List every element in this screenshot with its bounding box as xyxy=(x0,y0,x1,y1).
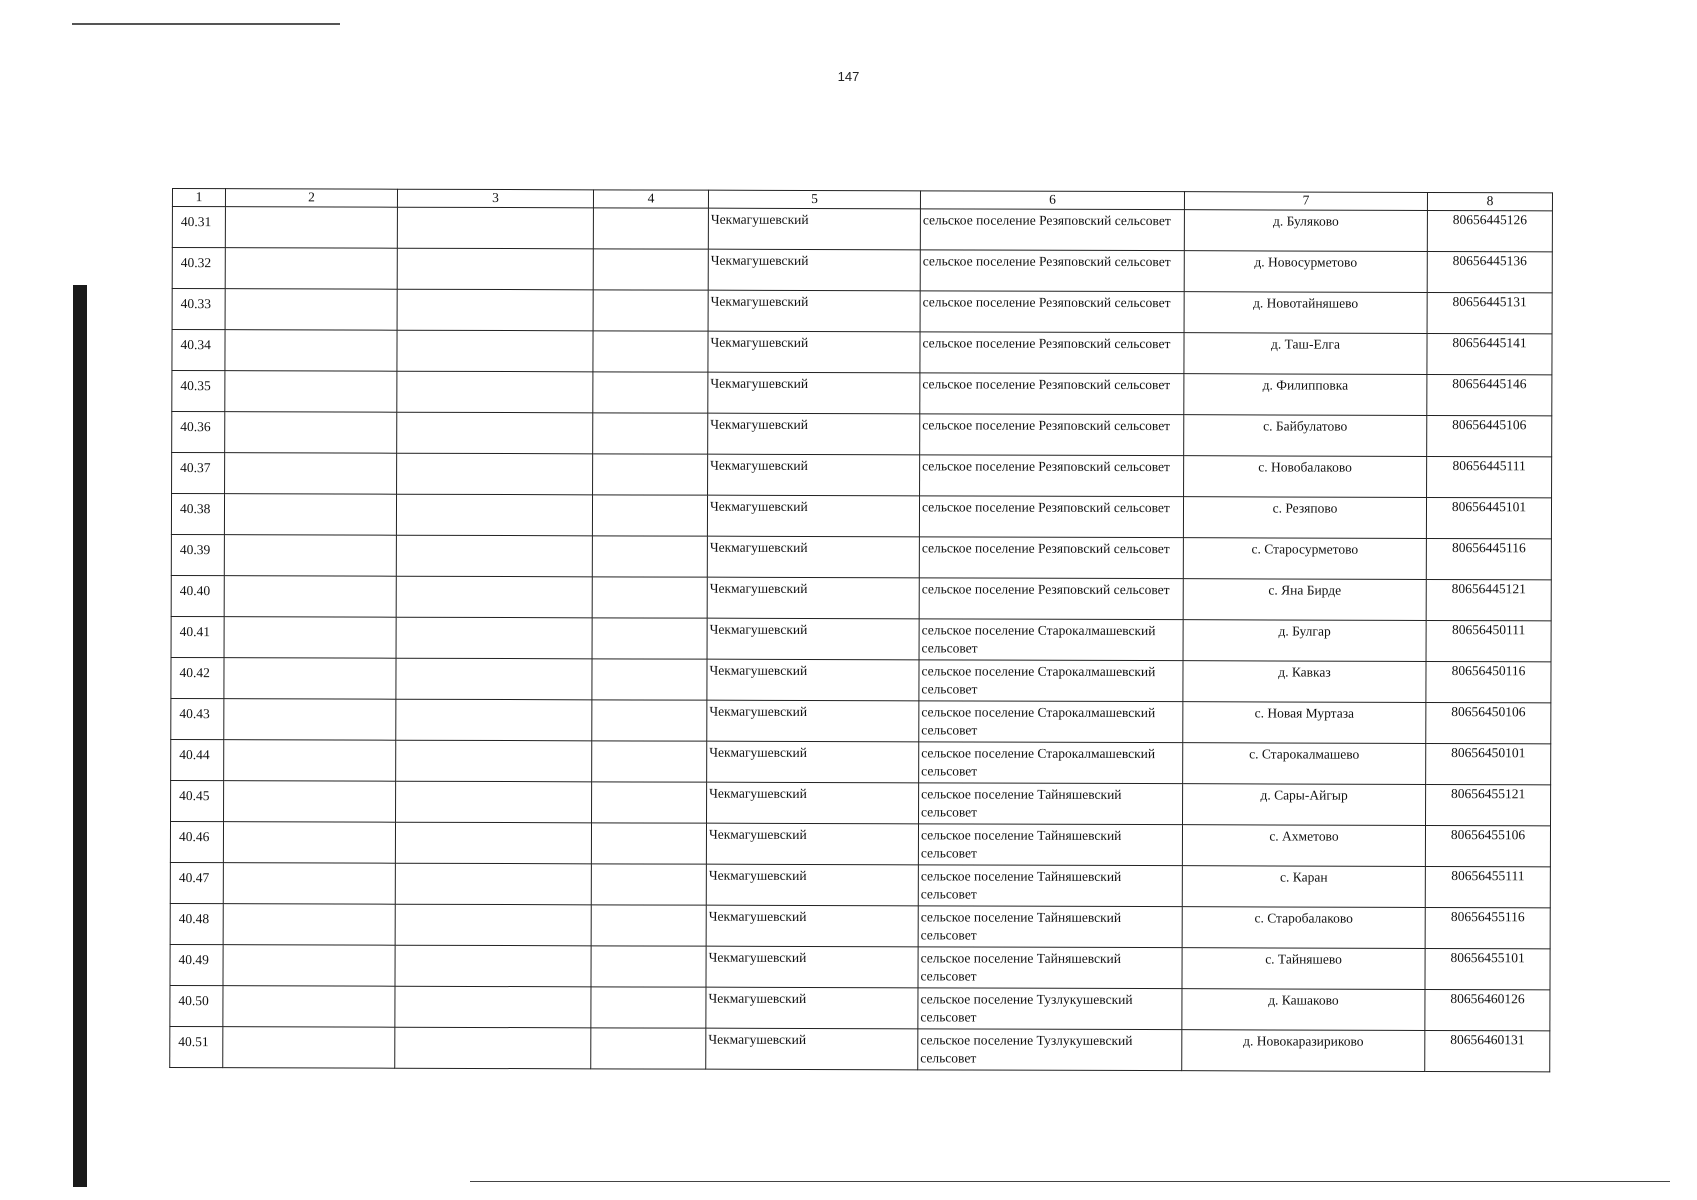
cell-col-3 xyxy=(396,781,592,823)
cell-col-2 xyxy=(223,986,395,1028)
cell-col-2 xyxy=(225,248,397,290)
settlement-cell: сельское поселение Тайняшевский сельсовет xyxy=(918,906,1182,948)
row-number: 40.31 xyxy=(172,207,225,248)
cell-col-4 xyxy=(593,413,708,454)
cell-col-4 xyxy=(592,782,707,823)
table-row xyxy=(172,248,1552,293)
cell-col-4 xyxy=(592,659,707,700)
row-number: 40.35 xyxy=(172,371,225,412)
cell-col-4 xyxy=(591,905,706,946)
locality-cell: с. Каран xyxy=(1182,866,1425,908)
cell-col-3 xyxy=(396,658,592,700)
locality-cell: д. Филипповка xyxy=(1184,374,1427,416)
cell-col-3 xyxy=(396,617,592,659)
district-cell: Чекмагушевский xyxy=(707,782,919,824)
cell-col-4 xyxy=(591,864,706,905)
settlement-cell: сельское поселение Старокалмашевский сельсовет xyxy=(919,701,1183,743)
cell-col-4 xyxy=(591,823,706,864)
district-cell: Чекмагушевский xyxy=(707,495,919,537)
settlement-cell: сельское поселение Резяповский сельсовет xyxy=(919,496,1183,538)
cell-col-2 xyxy=(225,289,397,331)
row-number: 40.45 xyxy=(171,780,224,821)
row-number: 40.38 xyxy=(171,494,224,535)
column-header: 1 xyxy=(172,189,225,207)
settlement-cell: сельское поселение Резяповский сельсовет xyxy=(920,455,1184,497)
district-cell: Чекмагушевский xyxy=(708,372,920,414)
row-number: 40.34 xyxy=(172,330,225,371)
settlement-cell: сельское поселение Тайняшевский сельсовет xyxy=(918,947,1182,989)
locality-cell: д. Сары-Айгыр xyxy=(1183,784,1426,826)
oktmo-code-cell: 80656445121 xyxy=(1426,579,1551,620)
cell-col-2 xyxy=(225,412,397,454)
column-header: 6 xyxy=(920,191,1184,210)
locality-cell: д. Кавказ xyxy=(1183,661,1426,703)
settlement-cell: сельское поселение Резяповский сельсовет xyxy=(920,332,1184,374)
table-row xyxy=(171,657,1551,702)
scan-edge-bar xyxy=(73,285,87,1187)
locality-cell: с. Старобалаково xyxy=(1182,907,1425,949)
row-number: 40.39 xyxy=(171,534,224,575)
table-row xyxy=(171,575,1551,620)
locality-cell: д. Булгар xyxy=(1183,620,1426,662)
row-number: 40.43 xyxy=(171,698,224,739)
column-header: 7 xyxy=(1184,192,1427,211)
settlement-cell: сельское поселение Резяповский сельсовет xyxy=(919,537,1183,579)
settlement-cell: сельское поселение Тузлукушевский сельсовет xyxy=(918,988,1182,1030)
district-cell: Чекмагушевский xyxy=(706,823,918,865)
cell-col-3 xyxy=(396,576,592,618)
district-cell: Чекмагушевский xyxy=(708,290,920,332)
cell-col-4 xyxy=(593,208,708,249)
settlement-cell: сельское поселение Тайняшевский сельсовет xyxy=(918,865,1182,907)
row-number: 40.44 xyxy=(171,739,224,780)
cell-col-2 xyxy=(223,863,395,905)
locality-cell: д. Кашаково xyxy=(1182,989,1425,1031)
locality-cell: с. Яна Бирде xyxy=(1183,579,1426,621)
column-header: 3 xyxy=(397,189,593,208)
district-cell: Чекмагушевский xyxy=(708,208,920,250)
locality-cell: д. Новотайняшево xyxy=(1184,292,1427,334)
locality-cell: д. Новокаразириково xyxy=(1182,1030,1425,1072)
cell-col-2 xyxy=(223,822,395,864)
settlement-cell: сельское поселение Тайняшевский сельсовет xyxy=(918,824,1182,866)
cell-col-2 xyxy=(224,699,396,741)
oktmo-code-cell: 80656455116 xyxy=(1425,907,1550,948)
district-cell: Чекмагушевский xyxy=(707,536,919,578)
table-row xyxy=(172,453,1552,498)
cell-col-3 xyxy=(397,207,593,249)
cell-col-4 xyxy=(592,618,707,659)
cell-col-3 xyxy=(397,453,593,495)
table-row xyxy=(171,739,1551,784)
cell-col-4 xyxy=(593,372,708,413)
oktmo-code-cell: 80656455121 xyxy=(1426,784,1551,825)
cell-col-4 xyxy=(592,495,707,536)
oktmo-code-cell: 80656445126 xyxy=(1427,210,1552,251)
locality-cell: д. Новосурметово xyxy=(1184,251,1427,293)
cell-col-4 xyxy=(591,1028,706,1069)
district-cell: Чекмагушевский xyxy=(707,659,919,701)
district-cell: Чекмагушевский xyxy=(708,413,920,455)
settlement-cell: сельское поселение Резяповский сельсовет xyxy=(920,250,1184,292)
column-header: 8 xyxy=(1427,192,1552,210)
oktmo-code-cell: 80656445106 xyxy=(1427,415,1552,456)
cell-col-3 xyxy=(396,740,592,782)
cell-col-2 xyxy=(224,535,396,577)
oktmo-code-cell: 80656445131 xyxy=(1427,292,1552,333)
cell-col-4 xyxy=(591,987,706,1028)
locality-cell: д. Таш-Елга xyxy=(1184,333,1427,375)
district-cell: Чекмагушевский xyxy=(708,331,920,373)
row-number: 40.48 xyxy=(170,903,223,944)
oktmo-code-cell: 80656450111 xyxy=(1426,620,1551,661)
cell-col-3 xyxy=(397,371,593,413)
table-row xyxy=(171,616,1551,661)
cell-col-4 xyxy=(591,946,706,987)
table-row xyxy=(172,330,1552,375)
district-cell: Чекмагушевский xyxy=(707,577,919,619)
district-cell: Чекмагушевский xyxy=(707,741,919,783)
oktmo-code-cell: 80656450116 xyxy=(1426,661,1551,702)
cell-col-4 xyxy=(592,741,707,782)
oktmo-code-cell: 80656450106 xyxy=(1426,702,1551,743)
cell-col-2 xyxy=(225,371,397,413)
settlement-cell: сельское поселение Старокалмашевский сельсовет xyxy=(919,742,1183,784)
row-number: 40.33 xyxy=(172,289,225,330)
top-rule xyxy=(72,23,340,25)
cell-col-4 xyxy=(592,536,707,577)
table-row xyxy=(170,821,1550,866)
district-cell: Чекмагушевский xyxy=(708,454,920,496)
row-number: 40.51 xyxy=(170,1026,223,1067)
cell-col-2 xyxy=(224,781,396,823)
cell-col-2 xyxy=(225,207,397,249)
locality-cell: с. Ахметово xyxy=(1182,825,1425,867)
district-cell: Чекмагушевский xyxy=(706,987,918,1029)
settlement-cell: сельское поселение Тайняшевский сельсовет xyxy=(919,783,1183,825)
locality-cell: д. Буляково xyxy=(1184,210,1427,252)
table-row xyxy=(170,903,1550,948)
table-row xyxy=(172,412,1552,457)
locality-cell: с. Старосурметово xyxy=(1183,538,1426,580)
district-cell: Чекмагушевский xyxy=(706,864,918,906)
cell-col-3 xyxy=(397,289,593,331)
column-header: 2 xyxy=(225,189,397,208)
row-number: 40.37 xyxy=(172,453,225,494)
locality-cell: с. Тайняшево xyxy=(1182,948,1425,990)
row-number: 40.47 xyxy=(170,862,223,903)
cell-col-2 xyxy=(224,617,396,659)
cell-col-4 xyxy=(593,249,708,290)
settlements-table xyxy=(169,188,1553,1072)
oktmo-code-cell: 80656445141 xyxy=(1427,333,1552,374)
oktmo-code-cell: 80656445111 xyxy=(1427,456,1552,497)
row-number: 40.41 xyxy=(171,616,224,657)
district-cell: Чекмагушевский xyxy=(706,905,918,947)
district-cell: Чекмагушевский xyxy=(707,700,919,742)
table-row xyxy=(170,1026,1550,1071)
oktmo-code-cell: 80656460126 xyxy=(1425,989,1550,1030)
locality-cell: с. Старокалмашево xyxy=(1183,743,1426,785)
cell-col-3 xyxy=(395,904,591,946)
oktmo-code-cell: 80656450101 xyxy=(1426,743,1551,784)
cell-col-2 xyxy=(223,945,395,987)
row-number: 40.40 xyxy=(171,575,224,616)
table-row xyxy=(170,944,1550,989)
locality-cell: с. Новобалаково xyxy=(1184,456,1427,498)
table-row xyxy=(171,494,1551,539)
cell-col-2 xyxy=(224,740,396,782)
locality-cell: с. Резяпово xyxy=(1183,497,1426,539)
oktmo-code-cell: 80656455106 xyxy=(1425,825,1550,866)
row-number: 40.46 xyxy=(170,821,223,862)
column-header: 4 xyxy=(593,190,708,208)
oktmo-code-cell: 80656445101 xyxy=(1426,497,1551,538)
table-body xyxy=(170,207,1553,1072)
cell-col-3 xyxy=(396,699,592,741)
settlement-cell: сельское поселение Резяповский сельсовет xyxy=(920,209,1184,251)
table-row xyxy=(172,289,1552,334)
settlement-cell: сельское поселение Старокалмашевский сельсовет xyxy=(919,660,1183,702)
settlement-cell: сельское поселение Резяповский сельсовет xyxy=(920,414,1184,456)
table-row xyxy=(172,207,1552,252)
row-number: 40.50 xyxy=(170,985,223,1026)
cell-col-3 xyxy=(397,248,593,290)
row-number: 40.49 xyxy=(170,944,223,985)
cell-col-4 xyxy=(593,290,708,331)
cell-col-2 xyxy=(224,658,396,700)
cell-col-2 xyxy=(225,330,397,372)
cell-col-3 xyxy=(396,494,592,536)
district-cell: Чекмагушевский xyxy=(707,618,919,660)
cell-col-3 xyxy=(396,535,592,577)
oktmo-code-cell: 80656455111 xyxy=(1425,866,1550,907)
row-number: 40.36 xyxy=(172,412,225,453)
oktmo-code-cell: 80656445116 xyxy=(1426,538,1551,579)
column-header: 5 xyxy=(708,190,920,209)
cell-col-3 xyxy=(395,1027,591,1069)
table-row xyxy=(170,862,1550,907)
district-cell: Чекмагушевский xyxy=(708,249,920,291)
cell-col-4 xyxy=(592,577,707,618)
cell-col-2 xyxy=(223,904,395,946)
district-cell: Чекмагушевский xyxy=(706,1028,918,1070)
row-number: 40.42 xyxy=(171,657,224,698)
cell-col-2 xyxy=(224,576,396,618)
cell-col-4 xyxy=(592,700,707,741)
cell-col-2 xyxy=(225,453,397,495)
bottom-rule xyxy=(470,1181,1670,1182)
district-cell: Чекмагушевский xyxy=(706,946,918,988)
page-number: 147 xyxy=(837,69,860,84)
cell-col-3 xyxy=(395,863,591,905)
cell-col-2 xyxy=(224,494,396,536)
cell-col-3 xyxy=(397,330,593,372)
settlement-cell: сельское поселение Резяповский сельсовет xyxy=(919,578,1183,620)
table-row xyxy=(171,698,1551,743)
locality-cell: с. Новая Муртаза xyxy=(1183,702,1426,744)
oktmo-code-cell: 80656455101 xyxy=(1425,948,1550,989)
table-row xyxy=(172,371,1552,416)
table-row xyxy=(170,985,1550,1030)
table-row xyxy=(171,534,1551,579)
settlement-cell: сельское поселение Старокалмашевский сельсовет xyxy=(919,619,1183,661)
cell-col-3 xyxy=(395,822,591,864)
cell-col-3 xyxy=(395,986,591,1028)
oktmo-code-cell: 80656445136 xyxy=(1427,251,1552,292)
oktmo-code-cell: 80656445146 xyxy=(1427,374,1552,415)
settlement-cell: сельское поселение Резяповский сельсовет xyxy=(920,291,1184,333)
cell-col-2 xyxy=(223,1027,395,1069)
oktmo-code-cell: 80656460131 xyxy=(1425,1030,1550,1071)
settlement-cell: сельское поселение Резяповский сельсовет xyxy=(920,373,1184,415)
cell-col-4 xyxy=(593,331,708,372)
cell-col-4 xyxy=(593,454,708,495)
cell-col-3 xyxy=(397,412,593,454)
table-row xyxy=(171,780,1551,825)
locality-cell: с. Байбулатово xyxy=(1184,415,1427,457)
row-number: 40.32 xyxy=(172,248,225,289)
cell-col-3 xyxy=(395,945,591,987)
settlement-cell: сельское поселение Тузлукушевский сельсовет xyxy=(918,1029,1182,1071)
